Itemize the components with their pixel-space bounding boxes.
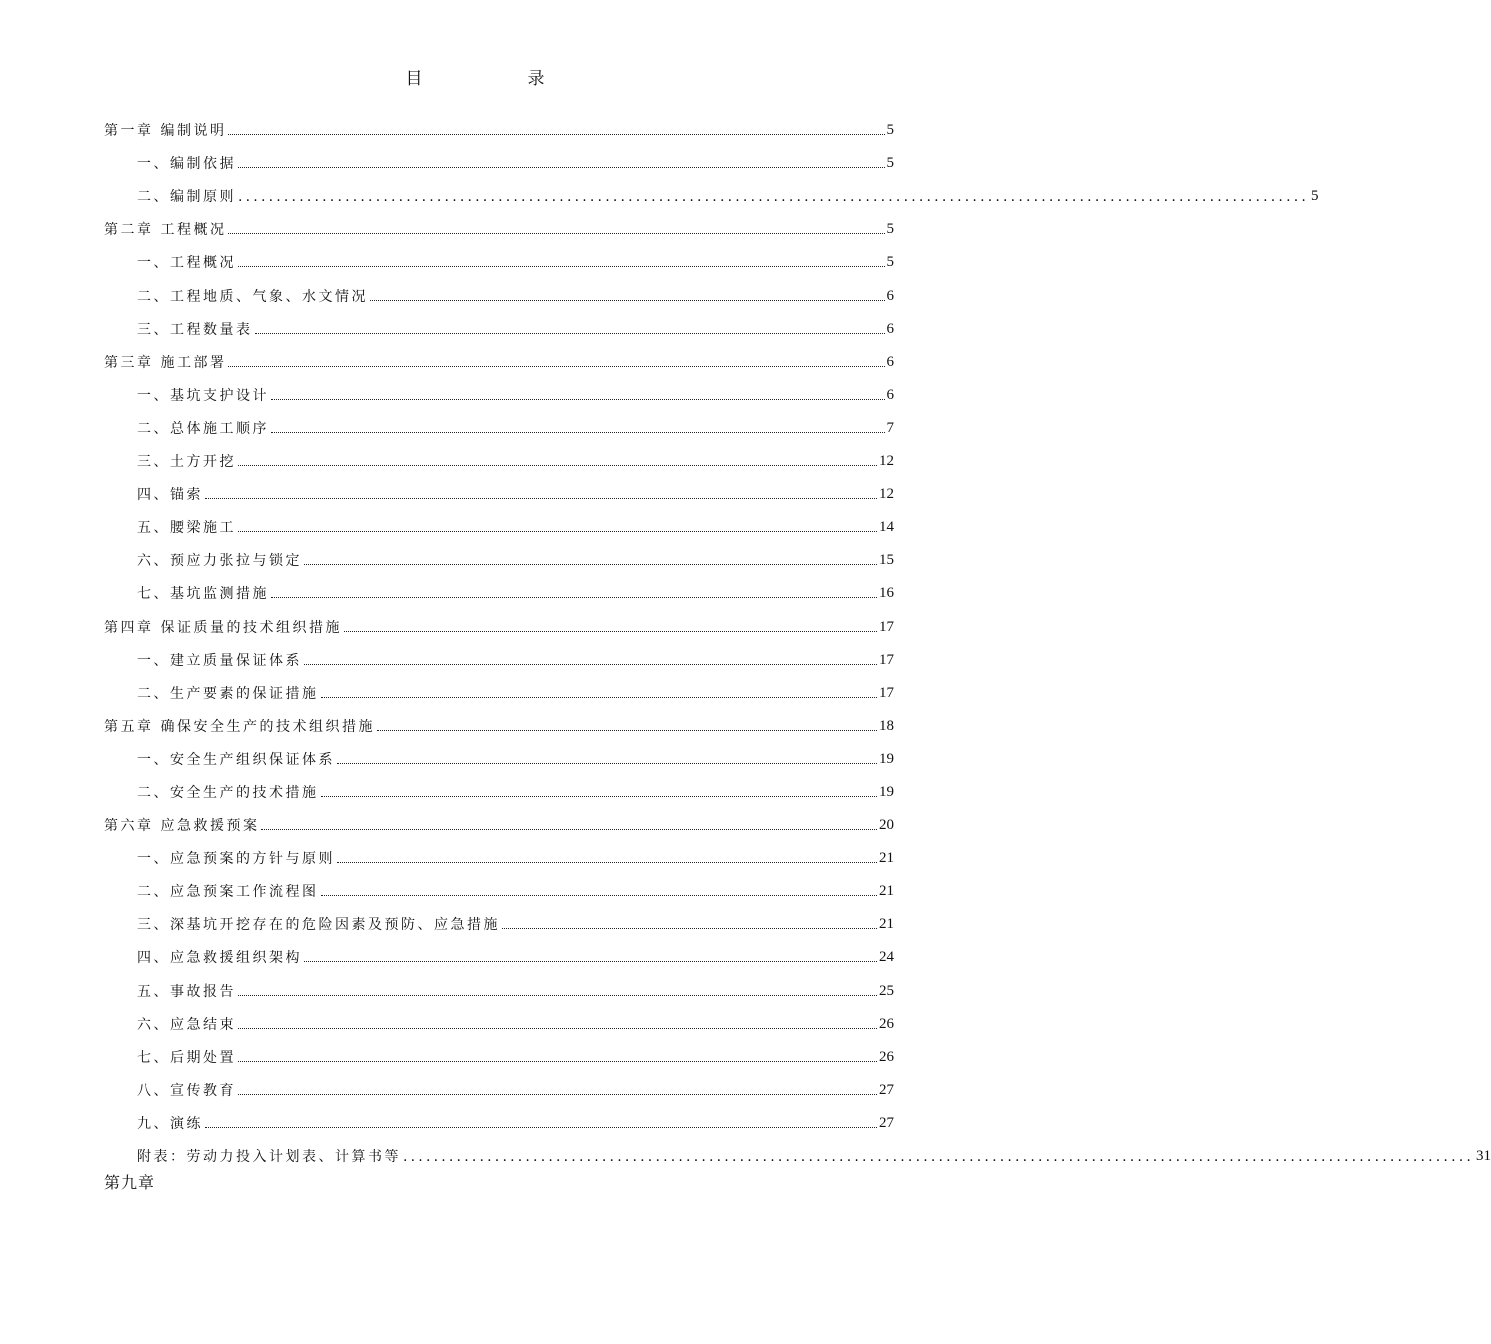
toc-entry-label: 第二章 工程概况 <box>104 222 227 239</box>
dot-leader <box>502 927 877 929</box>
toc-entry-page-number: 12 <box>879 486 894 503</box>
toc-entry-page-number: 6 <box>886 287 894 304</box>
toc-entry-page-number: 6 <box>886 386 894 403</box>
toc-entry-page-number: 5 <box>1311 188 1319 205</box>
table-of-contents <box>104 105 1491 1165</box>
toc-entry-label: 七、后期处置 <box>137 1049 236 1066</box>
dot-leader <box>238 1027 877 1029</box>
toc-entry-label: 第六章 应急救援预案 <box>104 818 260 835</box>
toc-entry-label: 五、腰梁施工 <box>137 520 236 537</box>
toc-entry-page-number: 17 <box>879 618 894 635</box>
toc-entry-page-number: 19 <box>879 750 894 767</box>
toc-entry-page-number: 21 <box>879 883 894 900</box>
toc-chapter-entry[interactable] <box>104 701 894 734</box>
toc-entry-page-number: 17 <box>879 684 894 701</box>
dot-leader <box>238 1060 877 1062</box>
dot-leader <box>255 332 885 334</box>
toc-entry-label: 一、基坑支护设计 <box>137 387 269 404</box>
toc-entry-label: 第四章 保证质量的技术组织措施 <box>104 619 342 636</box>
dot-leader <box>238 166 885 168</box>
toc-entry-page-number: 21 <box>879 916 894 933</box>
toc-entry-page-number: 25 <box>879 982 894 999</box>
dot-leader <box>271 431 885 433</box>
toc-entry-page-number: 12 <box>879 453 894 470</box>
toc-section-entry[interactable] <box>104 535 894 568</box>
toc-entry-label: 四、锚索 <box>137 487 203 504</box>
toc-entry-label: 二、工程地质、气象、水文情况 <box>137 288 368 305</box>
toc-entry-label: 六、预应力张拉与锁定 <box>137 553 302 570</box>
dot-leader <box>238 265 885 267</box>
toc-section-entry[interactable] <box>104 568 894 601</box>
toc-section-entry[interactable] <box>104 932 894 965</box>
toc-entry-page-number: 21 <box>879 850 894 867</box>
toc-section-entry[interactable] <box>104 866 894 899</box>
toc-section-entry[interactable] <box>104 171 1319 206</box>
toc-section-entry[interactable] <box>104 436 894 469</box>
toc-chapter-entry[interactable] <box>104 337 894 370</box>
toc-entry-page-number: 5 <box>886 254 894 271</box>
toc-entry-label: 第五章 确保安全生产的技术组织措施 <box>104 718 375 735</box>
toc-entry-page-number: 20 <box>879 817 894 834</box>
toc-entry-label: 九、演练 <box>137 1115 203 1132</box>
toc-section-entry[interactable] <box>104 767 894 800</box>
toc-entry-label: 一、编制依据 <box>137 156 236 173</box>
dot-leader <box>304 663 877 665</box>
toc-section-entry[interactable] <box>104 1131 1491 1165</box>
toc-section-entry[interactable] <box>104 502 894 535</box>
toc-entry-label: 五、事故报告 <box>137 983 236 1000</box>
toc-section-entry[interactable] <box>104 1065 894 1098</box>
dot-leader <box>304 563 877 565</box>
dot-leader <box>205 497 877 499</box>
dot-leader <box>228 365 884 367</box>
toc-entry-label: 六、应急结束 <box>137 1016 236 1033</box>
toc-entry-label: 三、工程数量表 <box>137 321 253 338</box>
toc-chapter-entry[interactable] <box>104 105 894 138</box>
dot-leader <box>228 232 884 234</box>
toc-entry-label: 二、安全生产的技术措施 <box>137 784 319 801</box>
toc-entry-label: 二、编制原则 <box>137 189 236 206</box>
dot-leader <box>271 596 877 598</box>
dot-leader <box>370 299 885 301</box>
toc-section-entry[interactable] <box>104 469 894 502</box>
dot-leader <box>304 960 877 962</box>
toc-entry-page-number: 18 <box>879 717 894 734</box>
toc-entry-page-number: 15 <box>879 552 894 569</box>
toc-entry-page-number: 5 <box>886 221 894 238</box>
dot-leader <box>321 696 878 698</box>
dot-leader <box>238 1093 877 1095</box>
toc-section-entry[interactable] <box>104 1032 894 1065</box>
toc-section-entry[interactable] <box>104 138 894 171</box>
toc-entry-label: 三、深基坑开挖存在的危险因素及预防、应急措施 <box>137 917 500 934</box>
toc-entry-page-number: 17 <box>879 651 894 668</box>
dot-leader <box>238 530 877 532</box>
toc-section-entry[interactable] <box>104 370 894 403</box>
toc-entry-label: 一、应急预案的方针与原则 <box>137 851 335 868</box>
toc-section-entry[interactable] <box>104 1098 894 1131</box>
toc-section-entry[interactable] <box>104 734 894 767</box>
dot-leader <box>271 398 885 400</box>
toc-entry-page-number: 7 <box>886 419 894 436</box>
toc-section-entry[interactable] <box>104 270 894 303</box>
toc-chapter-entry[interactable] <box>104 204 894 237</box>
dot-leader <box>238 994 877 996</box>
toc-section-entry[interactable] <box>104 304 894 337</box>
toc-section-entry[interactable] <box>104 833 894 866</box>
toc-section-entry[interactable] <box>104 403 894 436</box>
toc-entry-page-number: 16 <box>879 585 894 602</box>
toc-entry-label: 第一章 编制说明 <box>104 123 227 140</box>
toc-entry-page-number: 5 <box>886 122 894 139</box>
toc-entry-page-number: 26 <box>879 1015 894 1032</box>
toc-entry-page-number: 27 <box>879 1081 894 1098</box>
toc-entry-page-number: 6 <box>886 320 894 337</box>
toc-section-entry[interactable] <box>104 899 894 932</box>
dot-leader: ............................................................................................................................................ <box>403 1149 1475 1165</box>
toc-chapter-entry[interactable] <box>104 601 894 634</box>
dot-leader <box>377 729 877 731</box>
toc-section-entry[interactable] <box>104 999 894 1032</box>
toc-entry-page-number: 6 <box>886 353 894 370</box>
toc-entry-label: 二、总体施工顺序 <box>137 420 269 437</box>
toc-section-entry[interactable] <box>104 237 894 270</box>
toc-entry-label: 二、生产要素的保证措施 <box>137 685 319 702</box>
trailing-chapter-heading: 第九章 <box>104 1173 156 1192</box>
dot-leader <box>344 630 877 632</box>
toc-entry-label: 八、宣传教育 <box>137 1082 236 1099</box>
toc-section-entry[interactable] <box>104 668 894 701</box>
dot-leader <box>337 762 877 764</box>
dot-leader <box>205 1126 877 1128</box>
toc-entry-label: 四、应急救援组织架构 <box>137 950 302 967</box>
dot-leader <box>228 133 884 135</box>
dot-leader: ............................................................................................................................................ <box>238 189 1310 206</box>
dot-leader <box>238 464 877 466</box>
toc-entry-label: 一、工程概况 <box>137 255 236 272</box>
toc-entry-page-number: 5 <box>886 155 894 172</box>
dot-leader <box>337 861 877 863</box>
toc-entry-page-number: 14 <box>879 519 894 536</box>
page-title: 目 录 <box>405 69 589 89</box>
toc-entry-label: 三、土方开挖 <box>137 454 236 471</box>
dot-leader <box>261 828 877 830</box>
toc-entry-page-number: 26 <box>879 1048 894 1065</box>
toc-entry-page-number: 31 <box>1476 1148 1491 1164</box>
toc-entry-page-number: 19 <box>879 783 894 800</box>
dot-leader <box>321 795 878 797</box>
toc-entry-label: 七、基坑监测措施 <box>137 586 269 603</box>
toc-chapter-entry[interactable] <box>104 800 894 833</box>
toc-section-entry[interactable] <box>104 635 894 668</box>
toc-section-entry[interactable] <box>104 965 894 998</box>
toc-entry-label: 第三章 施工部署 <box>104 354 227 371</box>
toc-entry-label: 二、应急预案工作流程图 <box>137 884 319 901</box>
toc-entry-label: 附表：劳动力投入计划表、计算书等 <box>137 1149 401 1165</box>
dot-leader <box>321 894 878 896</box>
toc-entry-page-number: 27 <box>879 1114 894 1131</box>
toc-entry-label: 一、建立质量保证体系 <box>137 652 302 669</box>
toc-entry-page-number: 24 <box>879 949 894 966</box>
toc-entry-label: 一、安全生产组织保证体系 <box>137 751 335 768</box>
